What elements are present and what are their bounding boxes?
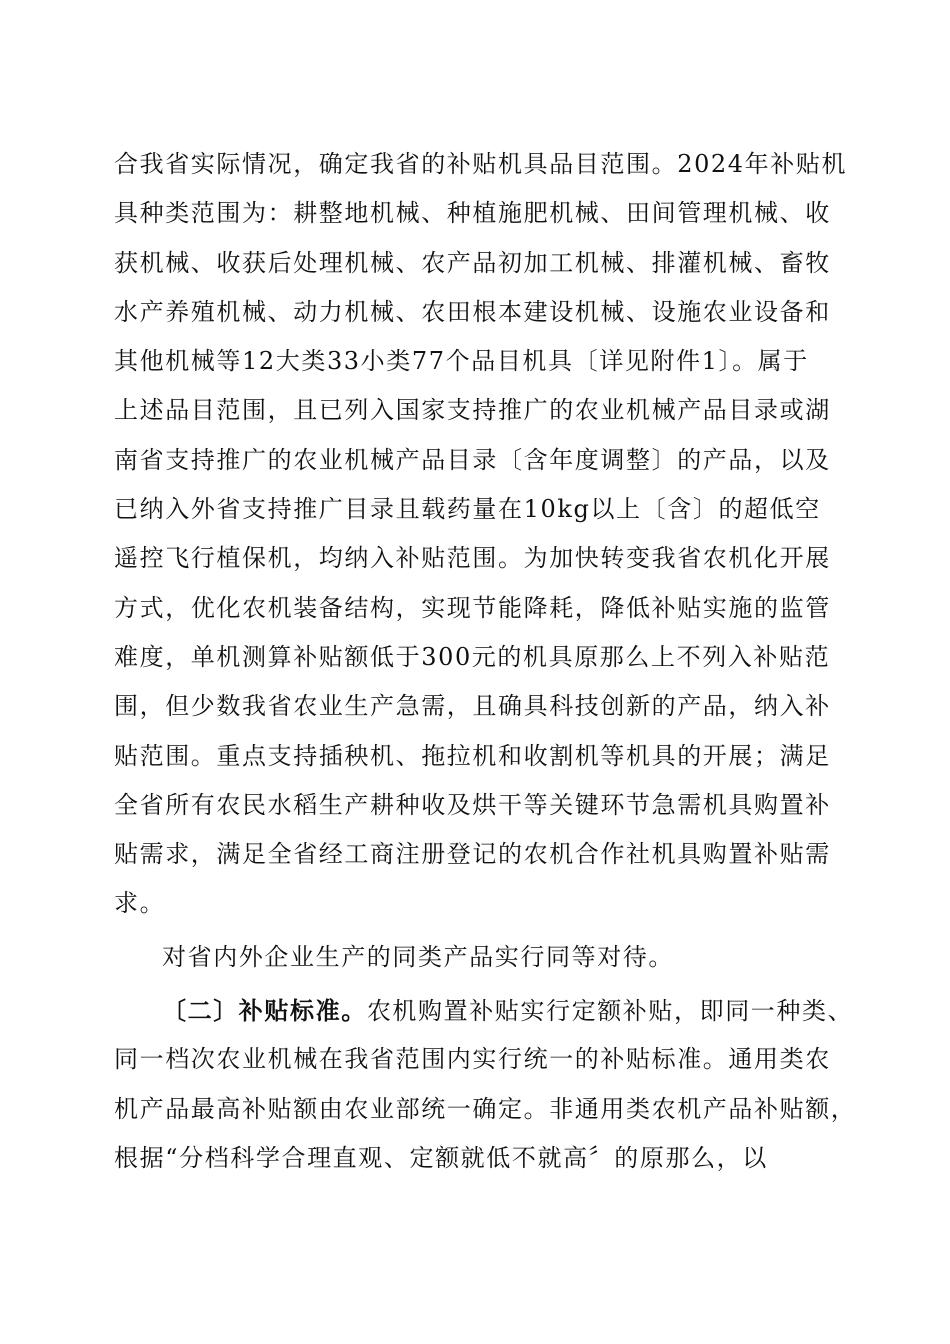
text-line: 合我省实际情况，确定我省的补贴机具品目范围。2024年补贴机 [114,150,848,178]
text-line: 根据“分档科学合理直观、定额就低不就高〞的原那么，以 [114,1143,768,1172]
text-line: 其他机械等12大类33小类77个品目机具〔详见附件1〕。属于 [114,347,809,376]
text-line: 南省支持推广的农业机械产品目录〔含年度调整〕的产品，以及 [114,445,831,474]
text-line: 贴范围。重点支持插秧机、拖拉机和收割机等机具的开展；满足 [114,741,831,770]
text-line: 获机械、收获后处理机械、农产品初加工机械、排灌机械、畜牧 [114,248,831,277]
text-line: 难度，单机测算补贴额低于300元的机具原那么上不列入补贴范 [114,642,831,671]
text-line: 机产品最高补贴额由农业部统一确定。非通用类农机产品补贴额， [114,1094,857,1123]
text-line: 方式，优化农机装备结构，实现节能降耗，降低补贴实施的监管 [114,593,831,622]
text-line: 水产养殖机械、动力机械、农田根本建设机械、设施农业设备和 [114,297,831,326]
document-page [114,140,857,1183]
text-line: 贴需求，满足全省经工商注册登记的农机合作社机具购置补贴需 [114,840,831,869]
section-heading: 〔二〕补贴标准。 [162,996,367,1026]
text-line [114,986,854,1035]
text-line: 已纳入外省支持推广目录且载药量在10kg以上〔含〕的超低空 [114,495,821,524]
paragraph-equal-treatment [114,933,838,982]
text-line: 上述品目范围，且已列入国家支持推广的农业机械产品目录或湖 [114,396,831,425]
heading-follow-text: 农机购置补贴实行定额补贴，即同一种类、 [366,997,854,1026]
paragraph-subsidy-standard [114,986,857,1183]
text-line: 求。 [114,889,166,918]
text-line: 同一档次农业机械在我省范围内实行统一的补贴标准。通用类农 [114,1045,831,1074]
text-line: 围，但少数我省农业生产急需，且确具科技创新的产品，纳入补 [114,692,831,721]
text-line: 对省内外企业生产的同类产品实行同等对待。 [162,942,674,971]
text-line: 遥控飞行植保机，均纳入补贴范围。为加快转变我省农机化开展 [114,544,831,573]
text-line: 全省所有农民水稻生产耕种收及烘干等关键环节急需机具购置补 [114,790,831,819]
text-line: 具种类范围为：耕整地机械、种植施肥机械、田间管理机械、收 [114,199,831,228]
paragraph-scope [114,140,848,929]
